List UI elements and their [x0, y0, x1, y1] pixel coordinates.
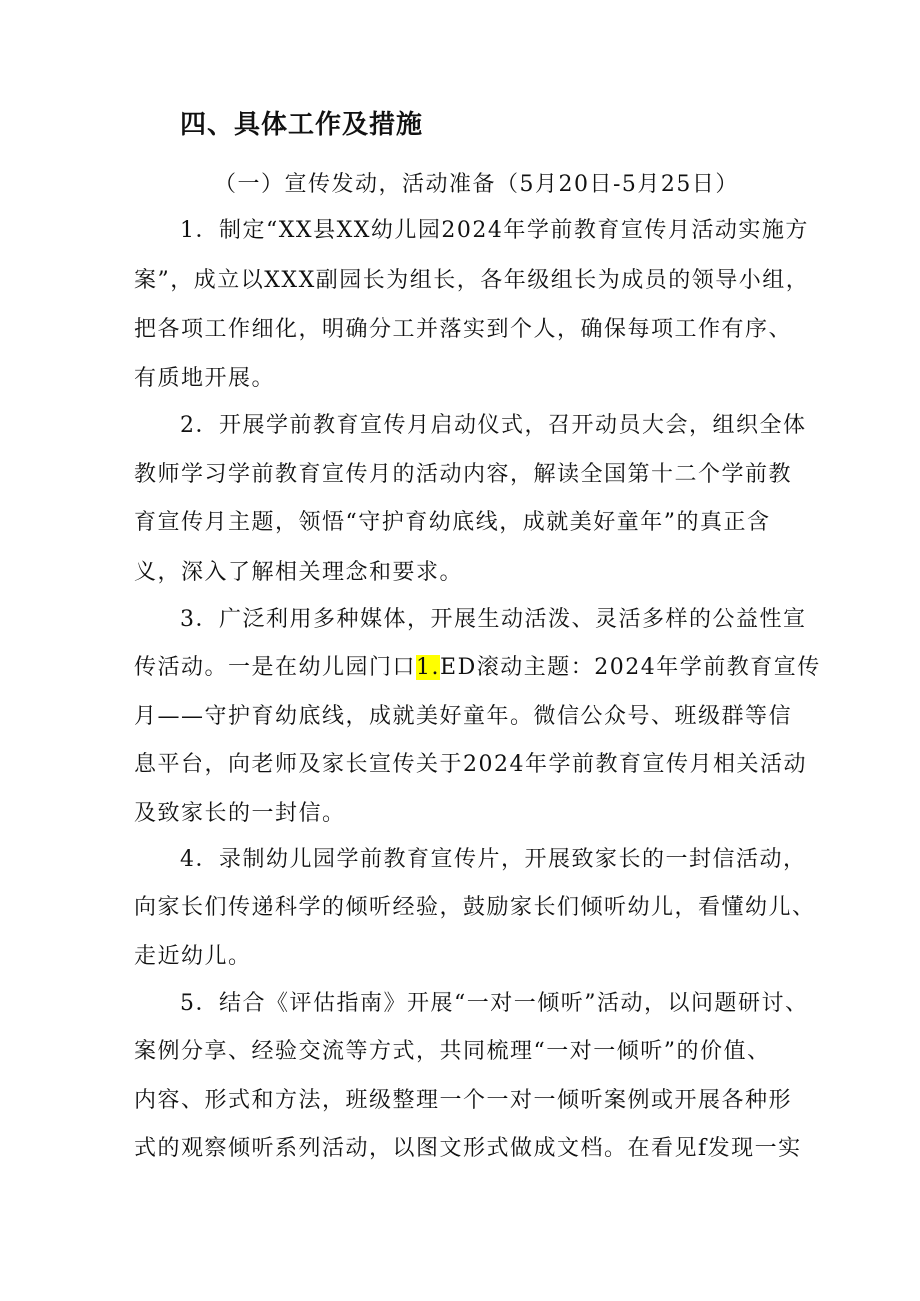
- paragraph-line: 内容、形式和方法，班级整理一个一对一倾听案例或开展各种形: [134, 1088, 793, 1113]
- paragraph-line: 1．制定“XX县XX幼儿园2024年学前教育宣传月活动实施方: [180, 218, 809, 243]
- paragraph-line: 5．结合《评估指南》开展“一对一倾听”活动，以问题研讨、: [180, 991, 809, 1016]
- text-run: ED滚动主题：2024年学前教育宣传: [440, 655, 821, 680]
- paragraph-line: 2．开展学前教育宣传月启动仪式，召开动员大会，组织全体: [180, 413, 807, 438]
- highlighted-text: 1.: [416, 655, 441, 680]
- paragraph-line: 3．广泛利用多种媒体，开展生动活泼、灵活多样的公益性宣: [180, 607, 807, 632]
- paragraph-line: 有质地开展。: [134, 366, 276, 391]
- paragraph-line: 4．录制幼儿园学前教育宣传片，开展致家长的一封信活动，: [180, 847, 807, 872]
- paragraph-line: 向家长们传递科学的倾听经验，鼓励家长们倾听幼儿，看懂幼儿、: [134, 895, 816, 920]
- paragraph-line: 教师学习学前教育宣传月的活动内容，解读全国第十二个学前教: [134, 462, 793, 487]
- subsection-heading: （一）宣传发动，活动准备（5月20日-5月25日）: [214, 172, 739, 197]
- paragraph-line: 月——守护育幼底线，成就美好童年。微信公众号、班级群等信: [134, 704, 793, 729]
- paragraph-line: [134, 651, 821, 685]
- paragraph-line: 把各项工作细化，明确分工并落实到个人，确保每项工作有序、: [134, 317, 793, 342]
- paragraph-line: 息平台，向老师及家长宣传关于2024年学前教育宣传月相关活动: [134, 752, 807, 777]
- section-heading: 四、具体工作及措施: [180, 110, 424, 140]
- paragraph-line: 走近幼儿。: [134, 944, 252, 969]
- text-run: 传活动。一是在幼儿园门口: [134, 655, 417, 680]
- paragraph-line: 及致家长的一封信。: [134, 801, 346, 826]
- paragraph-line: 案例分享、经验交流等方式，共同梳理“一对一倾听”的价值、: [134, 1039, 771, 1064]
- paragraph-line: 案”，成立以XXX副园长为组长，各年级组长为成员的领导小组，: [134, 268, 810, 293]
- paragraph-line: 育宣传月主题，领悟“守护育幼底线，成就美好童年”的真正含: [134, 510, 771, 535]
- paragraph-line: 式的观察倾听系列活动，以图文形式做成文档。在看见f发现一实: [134, 1136, 802, 1161]
- paragraph-line: 义，深入了解相关理念和要求。: [134, 560, 464, 585]
